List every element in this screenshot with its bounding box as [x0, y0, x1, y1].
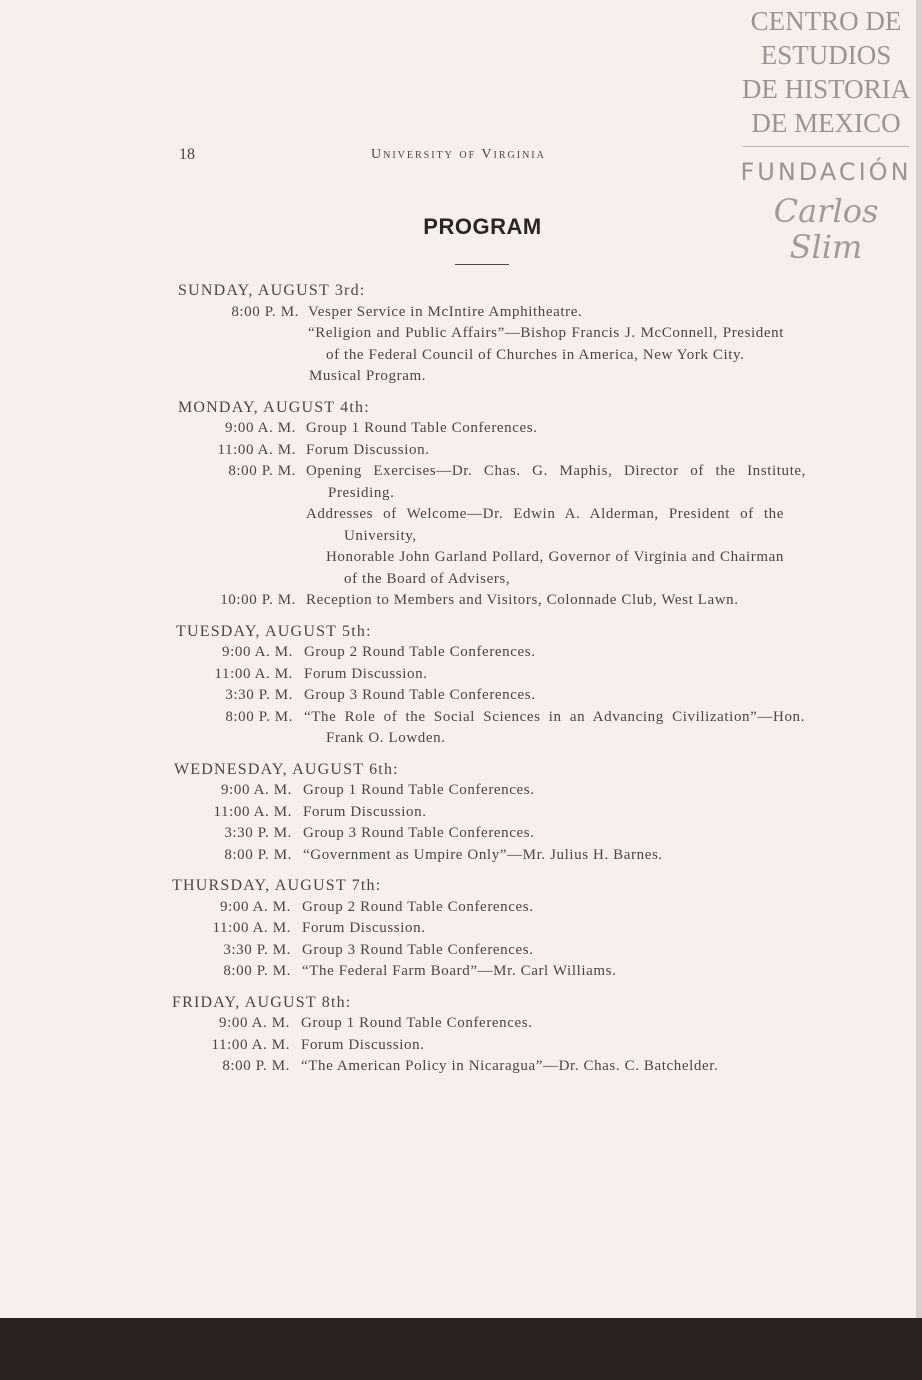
schedule-entry	[0, 823, 922, 845]
entry-description: Group 3 Round Table Conferences.	[303, 825, 535, 841]
entry-description: Group 2 Round Table Conferences.	[304, 644, 536, 660]
schedule-entry	[0, 685, 922, 707]
entry-description: Forum Discussion.	[301, 1036, 425, 1053]
entry-description: Vesper Service in McIntire Amphitheatre.	[308, 303, 583, 320]
entry-description: Forum Discussion.	[303, 803, 427, 820]
running-head	[0, 146, 922, 166]
entry-time: 11:00 A. M.	[213, 803, 292, 820]
entry-description: Forum Discussion.	[302, 920, 426, 936]
schedule-entry	[0, 940, 922, 962]
schedule-entry	[0, 845, 922, 867]
entry-time: 3:30 P. M.	[224, 825, 292, 841]
schedule-entry	[0, 961, 922, 983]
day-section	[0, 875, 922, 983]
watermark-line: DE HISTORIA	[741, 74, 911, 104]
day-heading: SUNDAY, AUGUST 3rd:	[178, 282, 366, 299]
entry-subitem: Musical Program.	[309, 368, 427, 384]
day-section	[0, 759, 922, 867]
entry-description: Forum Discussion.	[306, 441, 430, 458]
schedule-entry	[0, 1035, 922, 1057]
entry-description: Group 3 Round Table Conferences.	[302, 941, 534, 958]
day-heading: THURSDAY, AUGUST 7th:	[172, 877, 382, 894]
day-heading: WEDNESDAY, AUGUST 6th:	[174, 760, 399, 778]
entry-description: “Government as Umpire Only”—Mr. Julius H. Barnes.	[303, 846, 663, 863]
schedule-entry	[0, 1013, 922, 1035]
entry-description: “The American Policy in Nicaragua”—Dr. Chas. C. Batchelder.	[301, 1058, 719, 1074]
entry-time: 9:00 A. M.	[219, 898, 291, 915]
entry-description: “The Federal Farm Board”—Mr. Carl Williams.	[302, 963, 617, 979]
day-section	[0, 621, 922, 750]
schedule-entry	[0, 664, 922, 686]
entry-time: 8:00 P. M.	[222, 1058, 290, 1074]
page-number: 18	[179, 146, 195, 163]
schedule-entry	[0, 418, 922, 440]
entry-time: 9:00 A. M.	[218, 1015, 290, 1031]
day-heading: TUESDAY, AUGUST 5th:	[176, 622, 372, 640]
schedule-entry	[0, 440, 922, 462]
entry-time: 8:00 P. M.	[228, 463, 296, 479]
entry-time: 8:00 P. M.	[225, 708, 293, 725]
entry-time: 11:00 A. M.	[217, 441, 296, 458]
entry-time: 8:00 P. M.	[223, 963, 291, 979]
entry-description: “The Role of the Social Sciences in an Advancing Civilization”—Hon. Frank O. Lowden.	[304, 708, 805, 746]
schedule-entry	[0, 802, 922, 824]
entry-subitem: “Religion and Public Affairs”—Bishop Francis J. McConnell, President of the Federal Council of Churches in America, New York City.	[308, 325, 784, 363]
entry-description: Opening Exercises—Dr. Chas. G. Maphis, Director of the Institute, Presiding.	[306, 463, 806, 501]
schedule-entry	[0, 1056, 922, 1078]
schedule-entry	[0, 461, 922, 590]
schedule-entry	[0, 707, 922, 750]
day-heading: MONDAY, AUGUST 4th:	[178, 398, 370, 416]
day-section	[0, 992, 922, 1078]
schedule-entry	[0, 780, 922, 802]
entry-description: Forum Discussion.	[304, 665, 428, 682]
entry-description: Group 1 Round Table Conferences.	[303, 782, 535, 798]
schedule-entry	[0, 590, 922, 612]
entry-time: 8:00 P. M.	[231, 303, 299, 320]
watermark-line: CENTRO DE	[750, 6, 902, 36]
watermark-foundation: FUNDACIÓN	[740, 158, 912, 186]
entry-subitem: Addresses of Welcome—Dr. Edwin A. Alderman, President of the University,	[306, 506, 784, 544]
schedule-entry	[0, 302, 922, 388]
watermark-line: ESTUDIOS	[760, 40, 892, 70]
day-heading: FRIDAY, AUGUST 8th:	[172, 993, 352, 1011]
entry-description: Group 2 Round Table Conferences.	[302, 898, 534, 915]
entry-time: 11:00 A. M.	[214, 665, 293, 682]
entry-description: Reception to Members and Visitors, Colonnade Club, West Lawn.	[306, 592, 739, 608]
day-section	[0, 280, 922, 388]
entry-description: Group 1 Round Table Conferences.	[306, 420, 538, 436]
entry-time: 3:30 P. M.	[223, 941, 291, 958]
entry-time: 9:00 A. M.	[224, 420, 296, 436]
day-section	[0, 397, 922, 612]
entry-time: 8:00 P. M.	[224, 846, 292, 863]
entry-time: 9:00 A. M.	[221, 644, 293, 660]
program-schedule	[0, 280, 922, 1087]
entry-description: Group 3 Round Table Conferences.	[304, 687, 536, 703]
watermark-line: DE MEXICO	[751, 108, 901, 138]
schedule-entry	[0, 897, 922, 919]
schedule-entry	[0, 918, 922, 940]
entry-time: 9:00 A. M.	[220, 782, 292, 798]
running-head-title: University of Virginia	[371, 147, 546, 162]
entry-time: 10:00 P. M.	[220, 592, 296, 608]
entry-description: Group 1 Round Table Conferences.	[301, 1015, 533, 1031]
entry-subitem: Honorable John Garland Pollard, Governor of Virginia and Chairman of the Board of Advisers,	[326, 549, 784, 587]
title-divider	[455, 264, 509, 265]
watermark-signature: Carlos Slim	[773, 192, 879, 266]
schedule-entry	[0, 642, 922, 664]
entry-time: 3:30 P. M.	[225, 687, 293, 703]
page-title: PROGRAM	[423, 214, 542, 239]
entry-time: 11:00 A. M.	[212, 920, 291, 936]
entry-time: 11:00 A. M.	[211, 1036, 290, 1053]
scan-border	[0, 1318, 922, 1380]
